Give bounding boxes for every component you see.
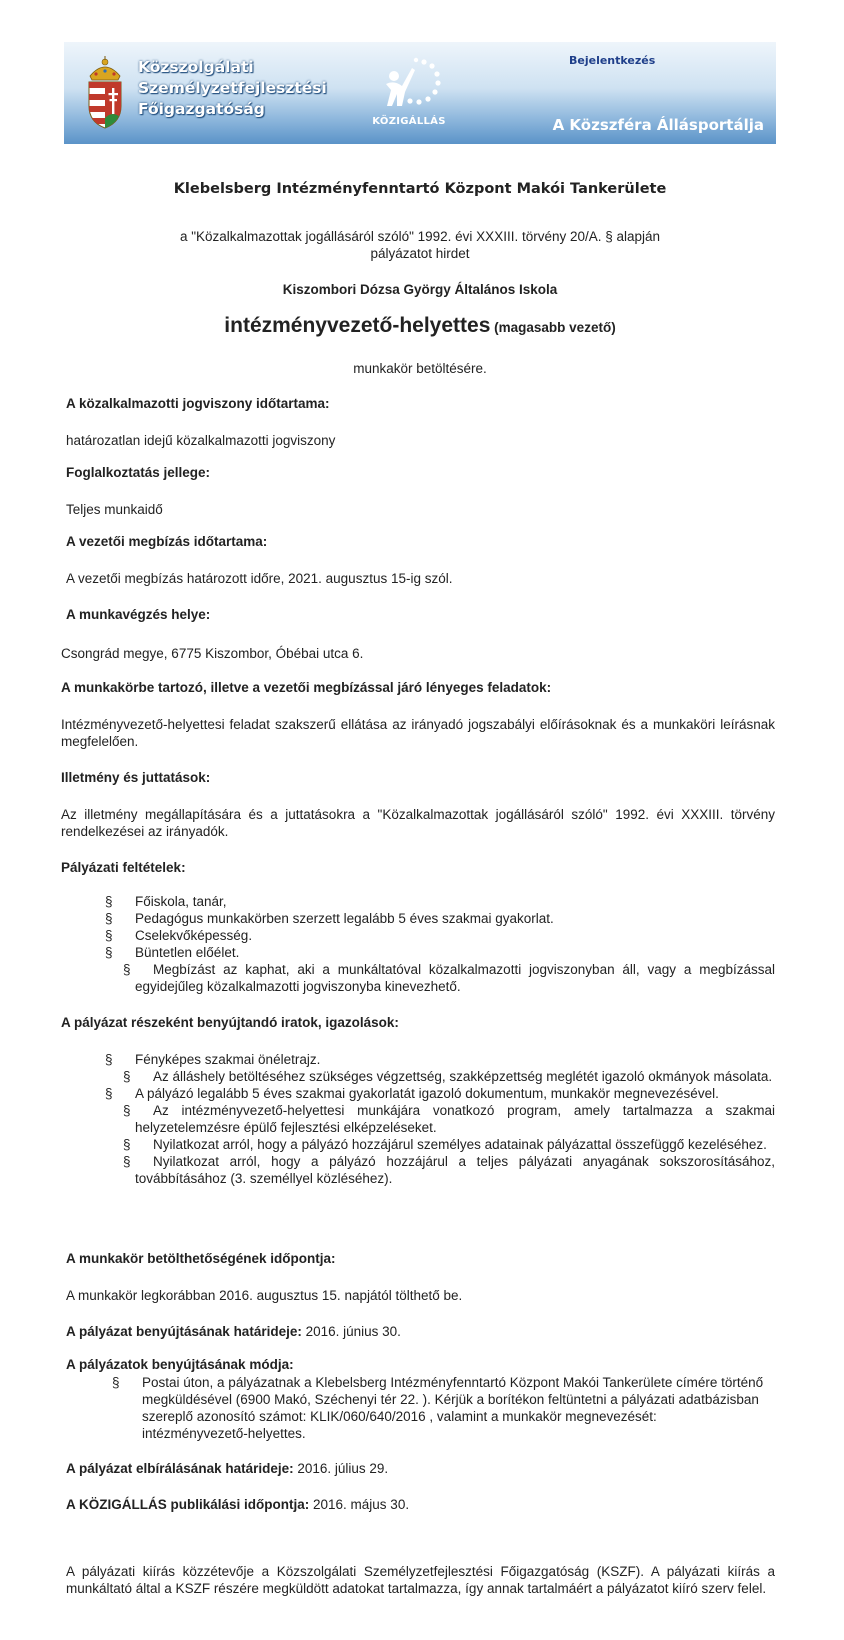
conditions-list <box>105 893 775 995</box>
list-item: § Főiskola, tanár, <box>105 893 775 910</box>
section-text-duration: határozatlan idejű közalkalmazotti jogviszony <box>66 433 336 448</box>
section-heading-mandate-duration: A vezetői megbízás időtartama: <box>66 534 268 549</box>
org-name-line-1: Közszolgálati <box>138 58 254 76</box>
law-intro-line-1: a "Közalkalmazottak jogállásáról szóló" 1992. évi XXXIII. törvény 20/A. § alapján <box>179 229 661 244</box>
position-title: intézményvezető-helyettes <box>224 314 491 337</box>
school-name: Kiszombori Dózsa György Általános Iskola <box>282 282 558 297</box>
documents-list <box>105 1051 775 1187</box>
footer-note: A pályázati kiírás közzétevője a Közszolgálati Személyzetfejlesztési Főigazgatóság (KSZF). A pályázati kiírás a munkáltató által a KSZF részére megküldött adatokat tartalmazza, így annak tartalmáért a pályázatot kiíró szerv felel. <box>66 1564 775 1596</box>
section-text-salary: Az illetmény megállapítására és a juttatásokra a "Közalkalmazottak jogállásáról szóló" 1992. évi XXXIII. törvény rendelkezései az irányadók. <box>61 807 775 839</box>
decision-deadline-label: A pályázat elbírálásának határideje: <box>66 1461 294 1476</box>
list-item: § Postai úton, a pályázatnak a Klebelsberg Intézményfenntartó Központ Makói Tankerülete címére történő megküldésével (6900 Makó, Széchenyi tér 22. ). Kérjük a borítékon feltüntetni a pályázati adatbázisban szereplő azonosító számot: KLIK/060/640/2016 , valamint a munkakör megnevezését: intézményvezető-helyettes. <box>112 1374 766 1442</box>
law-intro <box>64 228 776 262</box>
publication-date <box>66 1496 409 1513</box>
section-heading-duties: A munkakörbe tartozó, illetve a vezetői megbízással járó lényeges feladatok: <box>61 680 552 695</box>
section-heading-employment-type: Foglalkoztatás jellege: <box>66 465 211 480</box>
publication-date-value: 2016. május 30. <box>309 1497 410 1512</box>
submission-deadline <box>66 1323 401 1340</box>
section-text-mandate-duration: A vezetői megbízás határozott időre, 2021. augusztus 15-ig szól. <box>66 571 453 586</box>
login-link[interactable]: Bejelentkezés <box>569 54 656 67</box>
section-heading-workplace: A munkavégzés helye: <box>66 607 211 622</box>
employer-name: Klebelsberg Intézményfenntartó Központ Makói Tankerülete <box>173 181 667 197</box>
list-item: § Nyilatkozat arról, hogy a pályázó hozzájárul a teljes pályázati anyagának sokszorosításához, továbbításához (3. személlyel közléséhez). <box>105 1153 775 1187</box>
decision-deadline <box>66 1460 388 1477</box>
list-item: § Nyilatkozat arról, hogy a pályázó hozzájárul személyes adatainak pályázattal összefüggő kezeléséhez. <box>105 1136 775 1153</box>
list-item: § Pedagógus munkakörben szerzett legalább 5 éves szakmai gyakorlat. <box>105 910 775 927</box>
submission-deadline-label: A pályázat benyújtásának határideje: <box>66 1324 302 1339</box>
list-item: § Megbízást az kaphat, aki a munkáltatóval közalkalmazotti jogviszonyban áll, vagy a megbízással egyidejűleg közalkalmazotti jogviszonyba kinevezhető. <box>105 961 775 995</box>
section-text-workplace: Csongrád megye, 6775 Kiszombor, Óbébai utca 6. <box>61 646 364 661</box>
submission-deadline-value: 2016. június 30. <box>301 1324 401 1339</box>
kozigallas-label: KÖZIGÁLLÁS <box>372 116 446 127</box>
law-intro-line-2: pályázatot hirdet <box>370 246 470 261</box>
section-heading-documents: A pályázat részeként benyújtandó iratok, igazolások: <box>61 1015 399 1030</box>
section-text-start-date: A munkakör legkorábban 2016. augusztus 15. napjától tölthető be. <box>66 1288 463 1303</box>
section-text-employment-type: Teljes munkaidő <box>66 502 163 517</box>
section-heading-duration: A közalkalmazotti jogviszony időtartama: <box>66 396 330 411</box>
submission-method-list <box>112 1374 766 1442</box>
list-item: § Az álláshely betöltéséhez szükséges végzettség, szakképzettség meglétét igazoló okmányok másolata. <box>105 1068 775 1085</box>
section-heading-conditions: Pályázati feltételek: <box>61 860 186 875</box>
list-item: § Fényképes szakmai önéletrajz. <box>105 1051 775 1068</box>
position-level: (magasabb vezető) <box>494 320 616 335</box>
list-item: § Büntetlen előélet. <box>105 944 775 961</box>
org-name-line-2: Személyzetfejlesztési <box>138 79 327 97</box>
org-name-line-3: Főigazgatóság <box>138 100 265 118</box>
list-item: § Cselekvőképesség. <box>105 927 775 944</box>
org-name <box>138 57 327 120</box>
decision-deadline-value: 2016. július 29. <box>293 1461 389 1476</box>
kozigallas-logo-icon <box>376 54 446 114</box>
position-line <box>64 314 776 338</box>
portal-title: A Közszféra Állásportálja <box>552 116 764 134</box>
list-item: § Az intézményvezető-helyettesi munkájára vonatkozó program, amely tartalmazza a szakmai helyzetelemzésre épülő fejlesztési elképzeléseket. <box>105 1102 775 1136</box>
hungarian-coat-of-arms-icon <box>84 56 126 130</box>
section-heading-salary: Illetmény és juttatások: <box>61 770 211 785</box>
section-text-duties: Intézményvezető-helyettesi feladat szakszerű ellátása az irányadó jogszabályi előírásoknak és a munkaköri leírásnak megfelelően. <box>61 717 775 749</box>
section-heading-submission-method: A pályázatok benyújtásának módja: <box>66 1357 294 1372</box>
header-banner <box>64 42 776 144</box>
list-item: § A pályázó legalább 5 éves szakmai gyakorlatát igazoló dokumentum, munkakör megnevezésével. <box>105 1085 775 1102</box>
publication-date-label: A KÖZIGÁLLÁS publikálási időpontja: <box>66 1497 310 1512</box>
fill-text: munkakör betöltésére. <box>353 361 487 376</box>
section-heading-start-date: A munkakör betölthetőségének időpontja: <box>66 1251 336 1266</box>
